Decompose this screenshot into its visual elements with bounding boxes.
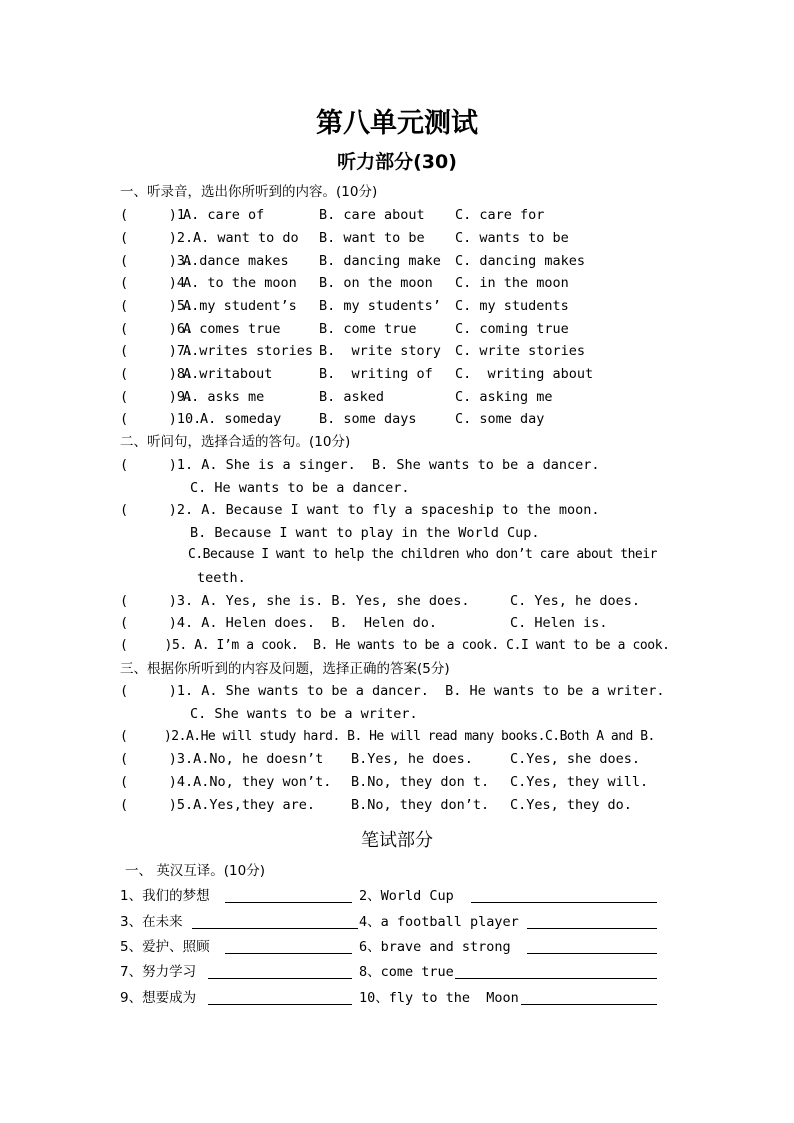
translation-1-label: 1、我们的梦想	[120, 888, 210, 904]
s2-q2-line3: C.Because I want to help the children who don’t care about their	[188, 547, 657, 562]
s1-item-8-bracket: ( )8.	[120, 366, 194, 382]
translation-8-label: 8、come true	[359, 964, 454, 980]
translation-5-label: 5、爱护、照顾	[120, 939, 210, 955]
s1-item-10-bracket: ( )10.	[120, 411, 202, 427]
s2-q3-c: C. Yes, he does.	[510, 593, 641, 609]
s2-q2-line2: B. Because I want to play in the World Cup.	[190, 525, 540, 541]
s3-q3-c: C.Yes, she does.	[510, 751, 641, 767]
written-title: 笔试部分	[361, 830, 433, 851]
s1-item-9-b: B. asked	[319, 389, 385, 405]
s1-item-9-bracket: ( )9.	[120, 389, 194, 405]
section1-heading: 一、听录音，选出你所听到的内容。(10分)	[120, 184, 378, 200]
translation-6-blank[interactable]	[527, 939, 657, 958]
translation-3-blank[interactable]	[192, 914, 358, 933]
s1-item-5-bracket: ( )5.	[120, 298, 194, 314]
section3-heading: 三、根据你所听到的内容及问题，选择正确的答案(5分)	[120, 661, 450, 677]
s1-item-2-a: A. want to do	[193, 230, 299, 246]
s3-q4: ( )4.A.No, they won’t.	[120, 774, 332, 790]
written-section1-heading: 一、 英汉互译。(10分)	[125, 863, 266, 879]
s2-q1-line1: ( )1. A. She is a singer. B. She wants to be a dancer.	[120, 457, 600, 473]
s3-q1-line1: ( )1. A. She wants to be a dancer. B. He wants to be a writer.	[120, 683, 665, 699]
s1-item-10-b: B. some days	[319, 411, 417, 427]
translation-8-blank[interactable]	[455, 964, 657, 983]
s1-item-5-a: A.my student’s	[183, 298, 297, 314]
translation-4-label: 4、a football player	[359, 914, 519, 930]
s1-item-7-bracket: ( )7.	[120, 343, 194, 359]
s1-item-3-c: C. dancing makes	[455, 253, 586, 269]
s1-item-6-bracket: ( )6.	[120, 321, 194, 337]
s1-item-10-a: A. someday	[200, 411, 282, 427]
listening-title: 听力部分(30)	[337, 151, 457, 173]
translation-9-blank[interactable]	[208, 990, 352, 1009]
s1-item-9-a: A. asks me	[183, 389, 265, 405]
s3-q2: ( )2.A.He will study hard. B. He will read many books.C.Both A and B.	[120, 729, 655, 744]
translation-1-blank[interactable]	[225, 888, 352, 907]
translation-2-label: 2、World Cup	[359, 888, 454, 904]
translation-10-label: 10、fly to the Moon	[359, 990, 519, 1006]
s3-q1-line2: C. She wants to be a writer.	[190, 706, 418, 722]
s1-item-2-b: B. want to be	[319, 230, 425, 246]
s1-item-3-bracket: ( )3.	[120, 253, 194, 269]
translation-5-blank[interactable]	[225, 939, 352, 958]
s2-q4: ( )4. A. Helen does. B. Helen do.	[120, 615, 437, 631]
s1-item-1-b: B. care about	[319, 207, 425, 223]
translation-7-label: 7、努力学习	[120, 964, 197, 980]
translation-9-label: 9、想要成为	[120, 990, 197, 1006]
s1-item-10-c: C. some day	[455, 411, 545, 427]
translation-2-blank[interactable]	[471, 888, 657, 907]
s3-q5-b: B.No, they don’t.	[351, 797, 490, 813]
s1-item-6-a: A comes true	[183, 321, 281, 337]
s1-item-6-b: B. come true	[319, 321, 417, 337]
s2-q1-line2: C. He wants to be a dancer.	[190, 480, 410, 496]
s2-q3: ( )3. A. Yes, she is. B. Yes, she does.	[120, 593, 470, 609]
s1-item-1-c: C. care for	[455, 207, 545, 223]
s3-q3: ( )3.A.No, he doesn’t	[120, 751, 324, 767]
s1-item-7-a: A.writes stories	[183, 343, 314, 359]
s1-item-4-a: A. to the moon	[183, 275, 297, 291]
s1-item-1-a: A. care of	[183, 207, 265, 223]
s1-item-4-bracket: ( )4	[120, 275, 186, 291]
page-title: 第八单元测试	[316, 108, 478, 139]
s1-item-9-c: C. asking me	[455, 389, 553, 405]
s1-item-2-bracket: ( )2.	[120, 230, 194, 246]
s2-q4-c: C. Helen is.	[510, 615, 608, 631]
section2-heading: 二、听问句，选择合适的答句。(10分)	[120, 434, 351, 450]
s1-item-5-b: B. my students’	[319, 298, 441, 314]
s2-q5: ( )5. A. I’m a cook. B. He wants to be a cook. C.I want to be a cook.	[120, 638, 670, 653]
translation-7-blank[interactable]	[208, 964, 352, 983]
s1-item-8-c: C. writing about	[455, 366, 594, 382]
s3-q3-b: B.Yes, he does.	[351, 751, 473, 767]
s1-item-5-c: C. my students	[455, 298, 569, 314]
s1-item-6-c: C. coming true	[455, 321, 569, 337]
s2-q2-line4: teeth.	[197, 570, 246, 586]
s1-item-2-c: C. wants to be	[455, 230, 569, 246]
s1-item-7-b: B. write story	[319, 343, 441, 359]
translation-10-blank[interactable]	[521, 990, 657, 1009]
s1-item-3-a: A.dance makes	[183, 253, 289, 269]
s1-item-7-c: C. write stories	[455, 343, 586, 359]
s1-item-3-b: B. dancing make	[319, 253, 441, 269]
translation-6-label: 6、brave and strong	[359, 939, 511, 955]
s2-q2-line1: ( )2. A. Because I want to fly a spaceship to the moon.	[120, 502, 600, 518]
s1-item-1-bracket: ( )1	[120, 207, 186, 223]
s1-item-8-a: A.writabout	[183, 366, 273, 382]
s3-q5: ( )5.A.Yes,they are.	[120, 797, 316, 813]
s1-item-8-b: B. writing of	[319, 366, 433, 382]
translation-3-label: 3、在未来	[120, 914, 183, 930]
s1-item-4-b: B. on the moon	[319, 275, 433, 291]
s3-q4-b: B.No, they don t.	[351, 774, 490, 790]
translation-4-blank[interactable]	[527, 914, 657, 933]
s3-q4-c: C.Yes, they will.	[510, 774, 649, 790]
s1-item-4-c: C. in the moon	[455, 275, 569, 291]
s3-q5-c: C.Yes, they do.	[510, 797, 632, 813]
